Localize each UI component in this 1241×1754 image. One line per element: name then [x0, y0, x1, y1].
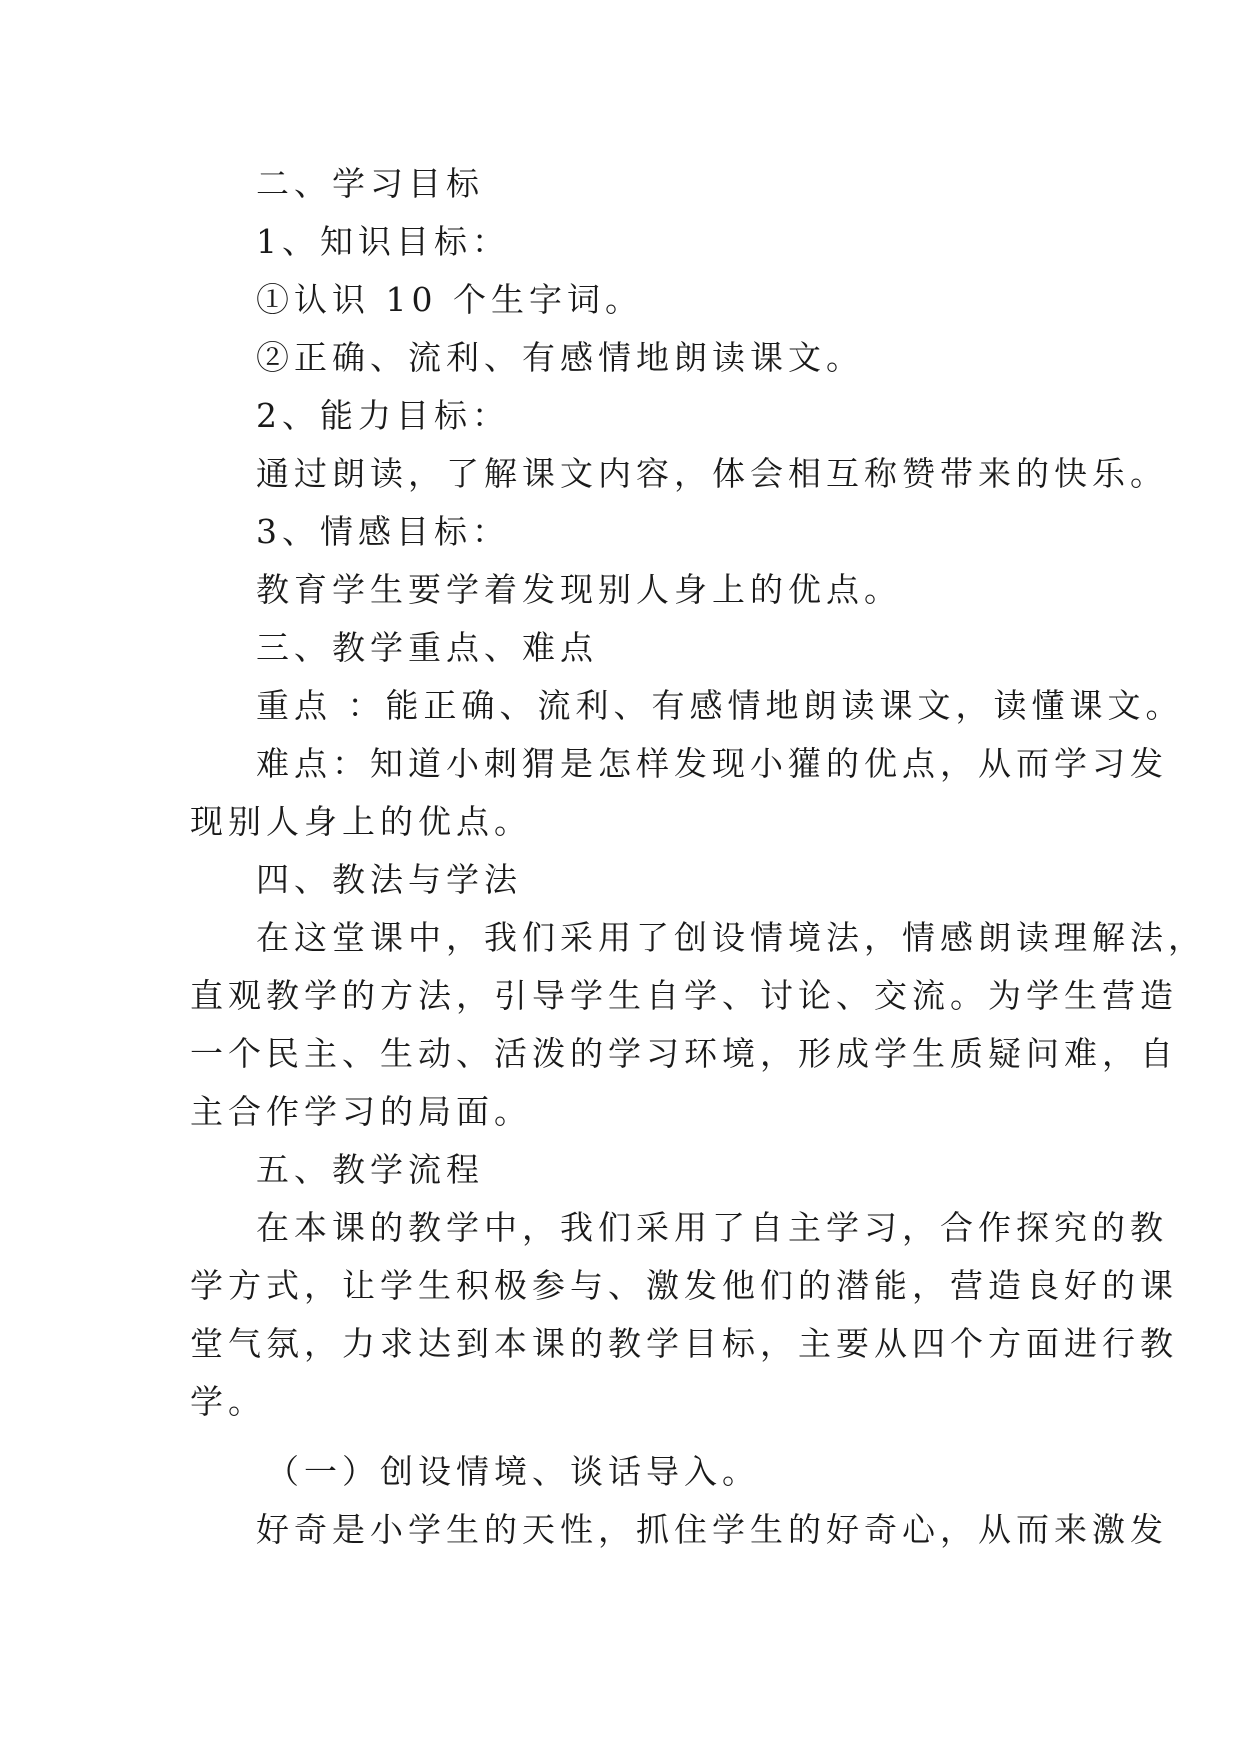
paragraph-line: 通过朗读，了解课文内容，体会相互称赞带来的快乐。 [256, 454, 1168, 493]
section-heading-methods: 四、教法与学法 [256, 860, 522, 899]
section-heading-learning-goals: 二、学习目标 [256, 164, 484, 203]
paragraph-line: 重点 ：能正确、流利、有感情地朗读课文，读懂课文。 [256, 686, 1184, 725]
paragraph-line: 好奇是小学生的天性，抓住学生的好奇心，从而来激发 [256, 1510, 1168, 1549]
paragraph-line: 主合作学习的局面。 [190, 1092, 532, 1131]
paragraph-line: 学。 [190, 1382, 266, 1421]
paragraph-line: 在这堂课中，我们采用了创设情境法，情感朗读理解法， [256, 918, 1206, 957]
paragraph-line: 直观教学的方法，引导学生自学、讨论、交流。为学生营造 [190, 976, 1178, 1015]
subheading-emotion-goals: 3、情感目标： [256, 512, 510, 551]
subheading-knowledge-goals: 1、知识目标： [256, 222, 510, 261]
paragraph-line: 教育学生要学着发现别人身上的优点。 [256, 570, 902, 609]
paragraph-line: 难点：知道小刺猬是怎样发现小獾的优点，从而学习发 [256, 744, 1168, 783]
subheading-ability-goals: 2、能力目标： [256, 396, 510, 435]
paragraph-line: 在本课的教学中，我们采用了自主学习，合作探究的教 [256, 1208, 1168, 1247]
paragraph-line: 现别人身上的优点。 [190, 802, 532, 841]
section-heading-key-points: 三、教学重点、难点 [256, 628, 598, 667]
paragraph-line: 堂气氛，力求达到本课的教学目标，主要从四个方面进行教 [190, 1324, 1178, 1363]
list-item: ②正确、流利、有感情地朗读课文。 [256, 338, 864, 377]
list-item: ①认识 10 个生字词。 [256, 280, 643, 319]
paragraph-line: 一个民主、生动、活泼的学习环境，形成学生质疑问难，自 [190, 1034, 1178, 1073]
document-body [190, 155, 1206, 1559]
paragraph-line: 学方式，让学生积极参与、激发他们的潜能，营造良好的课 [190, 1266, 1178, 1305]
section-heading-process: 五、教学流程 [256, 1150, 484, 1189]
subsection-heading: （一）创设情境、谈话导入。 [266, 1452, 760, 1491]
